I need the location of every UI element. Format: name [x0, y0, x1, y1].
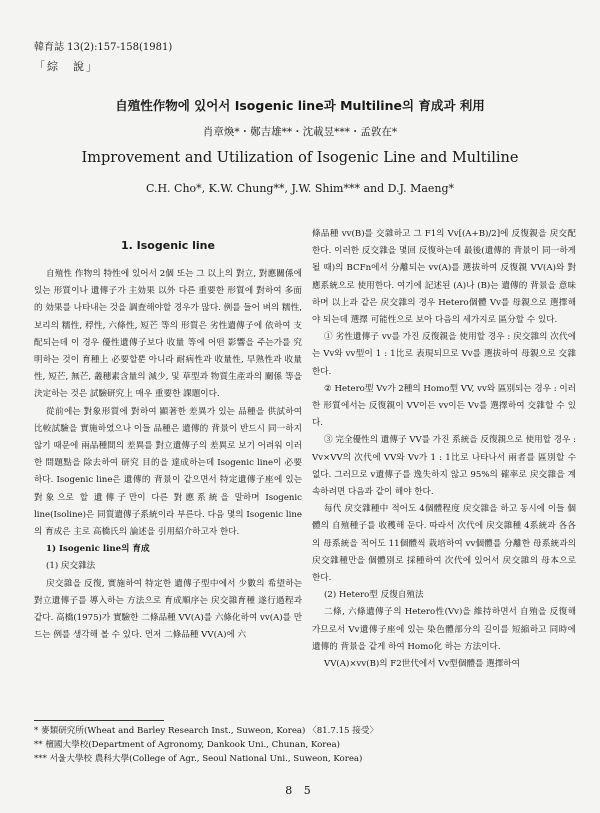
page-number: 8 5: [285, 784, 315, 797]
authors-korean: 肖章煥*・鄭吉雄**・沈載昱***・孟敦在*: [202, 126, 398, 138]
subheading: 1) Isogenic line의 育成: [46, 544, 150, 555]
paragraph: 戻交雜을 反復, 實施하여 特定한 遺傳子型中에서 少數의 希望하는 對立遺傳子를 導入하는 方法으로 育成順序는 戻交雜育種 遂行過程과 같다. 高橋(1975)가 實驗한 二條品種 VV(A)를 六條化하여 vv(A)를 만드는 例를 생각해 볼 수 있다. 먼저 二條品種 VV(A)에 六: [34, 578, 302, 641]
paragraph: 每代 戻交雜種中 적어도 4個體程度 戻交雜을 하고 동시에 이들 個體의 自殖種子를 收穫해 둔다. 따라서 次代에 戻交雜種 4系統과 各各의 母系統을 적어도 11個體씩 栽培하여 vv個體를 分離한 母系統과의 戻交雜種만을 個體別로 採種하여 次代에 있어서 戻交雜의 母本으로 한다.: [312, 504, 576, 584]
paragraph: 從前에는 對象形質에 對하여 顯著한 差異가 있는 品種을 供試하여 比較試驗을 實施하였으나 이들 品種은 遺傳的 背景이 반드시 同一하지 않기 때문에 兩品種間의 差異를 對立遺傳子의 差異로 보기 어려워 이러한 問題點을 除去하여 研究 目的을 達成하는데 Isogenic line이 必要하다. Isogenic line은 遺傳的 背景이 같으면서 特定遺傳子座에 있는 對象으로 할 遺傳子만이 다른 對應系統을 말하며 Isogenic line(Isoline)은 同質遺傳子系統이라 부른다. 다음 몇의 Isogenic line의 育成은 主로 高橋氏의 論述을 引用紹介하고자 한다.: [34, 406, 302, 538]
paragraph: ③ 完全優性의 遺傳子 VV를 가진 系統을 反復親으로 使用할 경우 : Vv×VV의 次代에 VV와 Vv가 1 : 1比로 나타나서 兩者를 區別할 수 없다. 그러므로 v遺傳子를 逸失하지 않고 95%의 確率로 戻交雜을 계속하려면 다음과 같이 해야 한다.: [312, 435, 576, 498]
title-english: Improvement and Utilization of Isogenic Line and Multiline: [81, 150, 519, 166]
footnote-divider: [34, 720, 164, 721]
footnote: * 麥類研究所(Wheat and Barley Research Inst., Suweon, Korea) 〈81.7.15 接受〉: [34, 726, 379, 736]
left-column: [34, 226, 302, 644]
footnote: ** 檀國大學校(Department of Agronomy, Dankook Uni., Chunan, Korea): [34, 740, 340, 750]
right-column: [312, 226, 576, 673]
paragraph: 二條, 六條遺傳子의 Hetero性(Vv)을 維持하면서 自殖을 反復해 가므로서 Vv遺傳子座에 있는 染色體部分의 길이를 短縮하고 同時에 遺傳的 背景을 같게 하여 Homo化 하는 方法이다.: [312, 607, 576, 652]
item-heading: (2) Hetero型 反復自殖法: [324, 590, 424, 601]
journal-citation: 韓育誌 13(2):157-158(1981): [34, 42, 173, 53]
paragraph: VV(A)×vv(B)의 F2世代에서 Vv型個體를 選擇하여: [324, 659, 520, 670]
paragraph: ② Hetero型 Vv가 2種의 Homo型 VV, vv와 區別되는 경우 : 이러한 形質에서는 反復親이 VV이든 vv이든 Vv를 選擇하여 交雜할 수 있다.: [312, 383, 576, 429]
section-heading: 1. Isogenic line: [121, 239, 215, 252]
title-korean: 自殖性作物에 있어서 Isogenic line과 Multiline의 育成과 利用: [115, 98, 485, 113]
authors-english: C.H. Cho*, K.W. Chung**, J.W. Shim*** and D.J. Maeng*: [145, 182, 455, 195]
paragraph: ① 劣性遺傳子 vv를 가진 反復親을 使用할 경우 : 戻交雜의 次代에는 Vv와 vv型이 1 : 1比로 表現되므로 Vv를 選拔하여 母親으로 交雜한다.: [312, 332, 576, 377]
item-heading: (1) 戻交雜法: [46, 561, 96, 572]
paragraph: 條品種 vv(B)를 交雜하고 그 F1의 Vv[(A+B)/2]에 反復親을 戻交配한다. 이러한 反交雜을 몇回 反復하는데 最後(遺傳的 背景이 同一하게 될 때)의 BCFn에서 分離되는 vv(A)를 選拔하여 反復親 VV(A)와 對應系統으로 使用한다. 여기에 記述된 (A)나 (B)는 遺傳的 背景을 意味하며 以上과 같은 戻交雜의 경우 Hetero個體 Vv를 母親으로 選擇해야 되는데 選擇 可能性으로 보아 다음의 세가지로 區分할 수 있다.: [312, 229, 576, 326]
section-label: 「綜 說」: [34, 60, 99, 73]
paragraph: 自殖性 作物의 特性에 있어서 2個 또는 그 以上의 對立, 對應關係에 있는 形質이나 遺傳子가 主効果 以外 다른 重要한 形質에 對하여 多面的 効果를 나타내는 것을 調査해야할 경우가 많다. 例를 들어 벼의 糯性, 보리의 糯性, 稃性, 六條性, 短芒 等의 形質은 劣性遺傳子에 依하여 支配되는데 이 경우 優性遺傳子보다 收量 等에 어떤 影響을 주는가를 究明하는 것이 育種上 必要할뿐 아니라 耐病性과 收量性, 早熟性과 收量性, 短芒, 無芒, 叢穗素含量의 減少, 및 草型과 物質生產과의 關係 等을 決定하는 것은 試驗研究上 매우 重要한 課題이다.: [34, 269, 302, 400]
footnote: *** 서울大學校 農科大學(College of Agr., Seoul National Uni., Suweon, Korea): [34, 754, 363, 764]
